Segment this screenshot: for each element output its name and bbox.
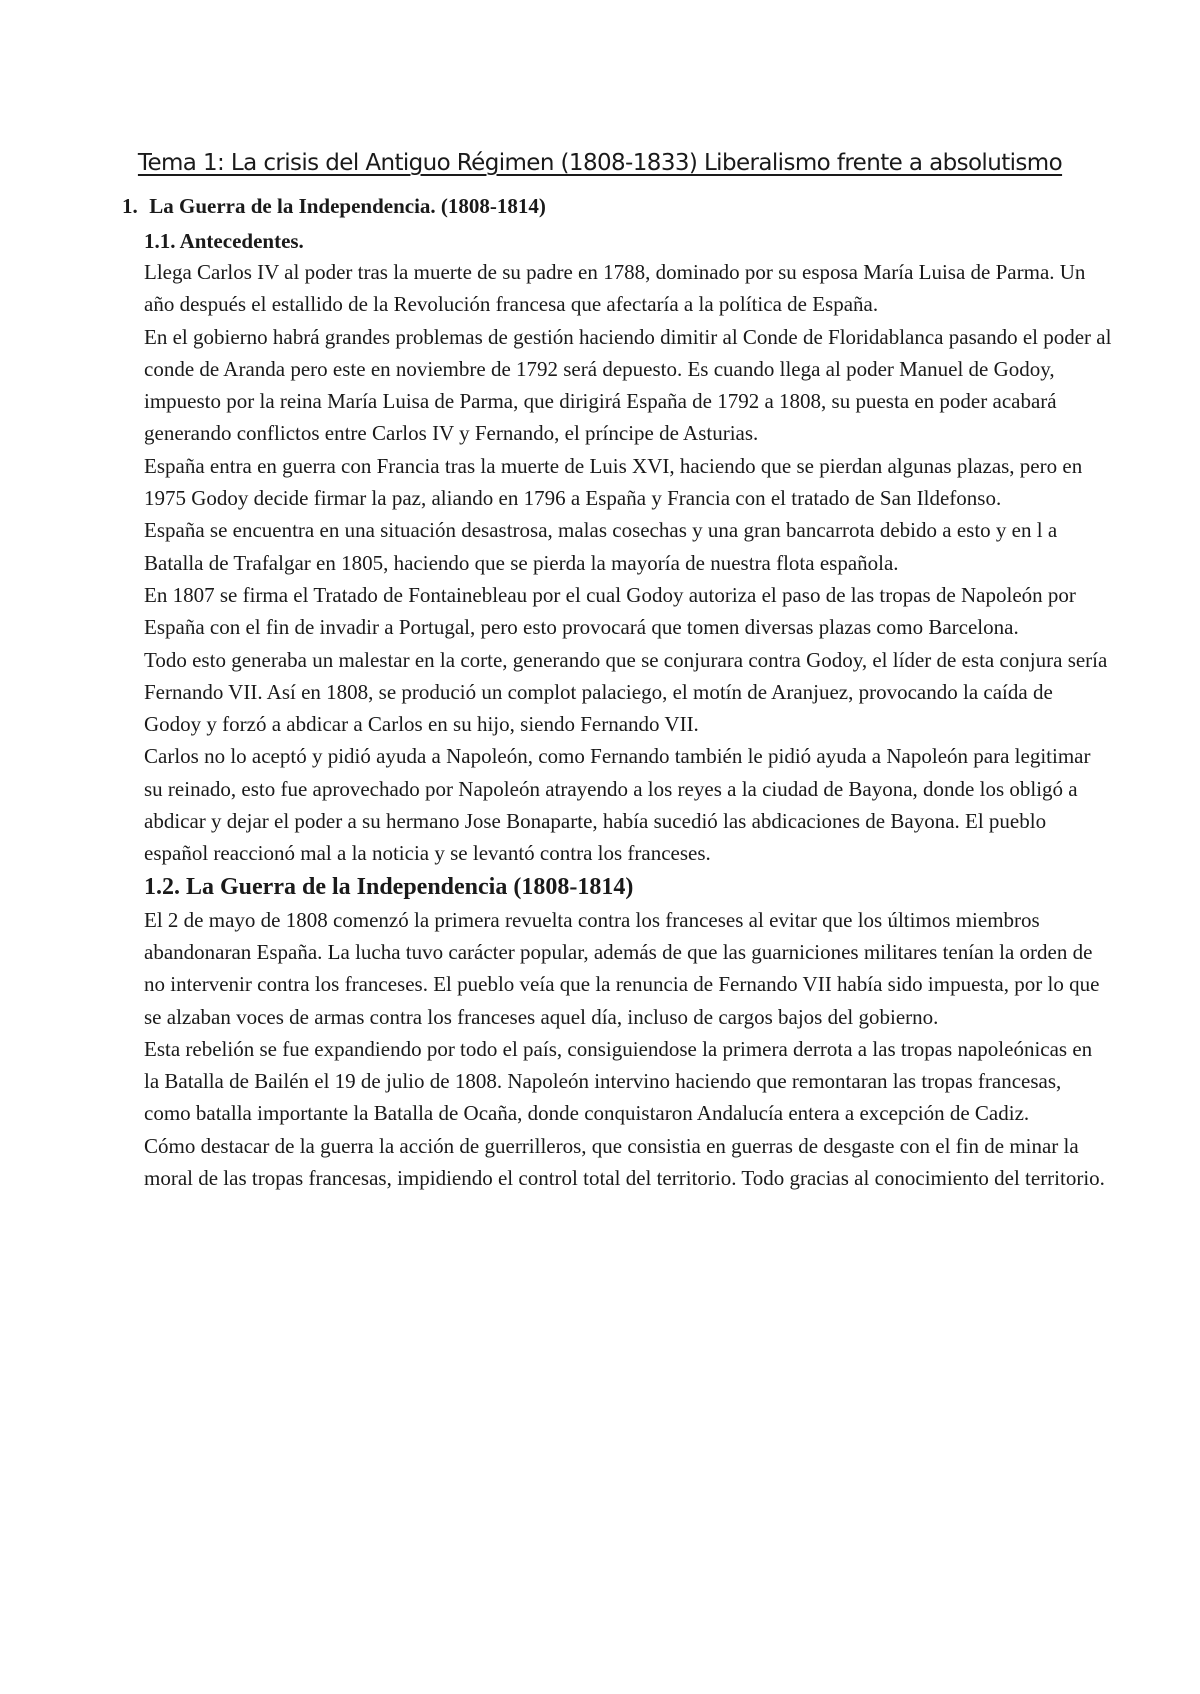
section-title: La Guerra de la Independencia. (1808-1814) xyxy=(149,194,546,218)
paragraph: En 1807 se firma el Tratado de Fontainebleau por el cual Godoy autoriza el paso de las tropas de Napoleón por España con el fin de invadir a Portugal, pero esto provocará que tomen diversas plazas como Barcelona. xyxy=(144,582,1076,640)
document-body xyxy=(144,226,1112,1194)
subsection-heading-antecedentes: 1.1. Antecedentes. xyxy=(144,229,304,253)
document-title: Tema 1: La crisis del Antiguo Régimen (1808-1833) Liberalismo frente a absolutismo xyxy=(137,150,1063,176)
paragraph: Esta rebelión se fue expandiendo por todo el país, consiguiendose la primera derrota a las tropas napoleónicas en la Batalla de Bailén el 19 de julio de 1808. Napoleón intervino haciendo que remontaran las tropas francesas, como batalla importante la Batalla de Ocaña, donde conquistaron Andalucía entera a excepción de Cadiz. xyxy=(144,1036,1093,1126)
paragraph: El 2 de mayo de 1808 comenzó la primera revuelta contra los franceses al evitar que los últimos miembros abandonaran España. La lucha tuvo carácter popular, además de que las guarniciones militares tenían la orden de no intervenir contra los franceses. El pueblo veía que la renuncia de Fernando VII había sido impuesta, por lo que se alzaban voces de armas contra los franceses aquel día, incluso de cargos bajos del gobierno. xyxy=(144,907,1100,1029)
paragraph: Cómo destacar de la guerra la acción de guerrilleros, que consistia en guerras de desgaste con el fin de minar la moral de las tropas francesas, impidiendo el control total del territorio. Todo gracias al conocimiento del territorio. xyxy=(144,1133,1105,1191)
paragraph: España se encuentra en una situación desastrosa, malas cosechas y una gran bancarrota debido a esto y en l a Batalla de Trafalgar en 1805, haciendo que se pierda la mayoría de nuestra flota española. xyxy=(144,518,1058,575)
subsection-heading-guerra: 1.2. La Guerra de la Independencia (1808-1814) xyxy=(144,873,634,900)
section-number: 1. xyxy=(122,194,138,218)
section-heading xyxy=(122,194,546,219)
paragraph: En el gobierno habrá grandes problemas de gestión haciendo dimitir al Conde de Floridablanca pasando el poder al conde de Aranda pero este en noviembre de 1792 será depuesto. Es cuando llega al poder Manuel de Godoy, impuesto por la reina María Luisa de Parma, que dirigirá España de 1792 a 1808, su puesta en poder acabará generando conflictos entre Carlos IV y Fernando, el príncipe de Asturias. xyxy=(144,324,1112,446)
paragraph: España entra en guerra con Francia tras la muerte de Luis XVI, haciendo que se pierdan algunas plazas, pero en 1975 Godoy decide firmar la paz, aliando en 1796 a España y Francia con el tratado de San Ildefonso. xyxy=(144,453,1083,511)
paragraph: Llega Carlos IV al poder tras la muerte de su padre en 1788, dominado por su esposa María Luisa de Parma. Un año después el estallido de la Revolución francesa que afectaría a la política de España. xyxy=(144,260,1086,317)
paragraph: Carlos no lo aceptó y pidió ayuda a Napoleón, como Fernando también le pidió ayuda a Napoleón para legitimar su reinado, esto fue aprovechado por Napoleón atrayendo a los reyes a la ciudad de Bayona, donde los obligó a abdicar y dejar el poder a su hermano Jose Bonaparte, había sucedió las abdicaciones de Bayona. El pueblo español reaccionó mal a la noticia y se levantó contra los franceses. xyxy=(144,744,1091,866)
paragraph: Todo esto generaba un malestar en la corte, generando que se conjurara contra Godoy, el líder de esta conjura sería Fernando VII. Así en 1808, se produció un complot palaciego, el motín de Aranjuez, provocando la caída de Godoy y forzó a abdicar a Carlos en su hijo, siendo Fernando VII. xyxy=(144,647,1108,737)
